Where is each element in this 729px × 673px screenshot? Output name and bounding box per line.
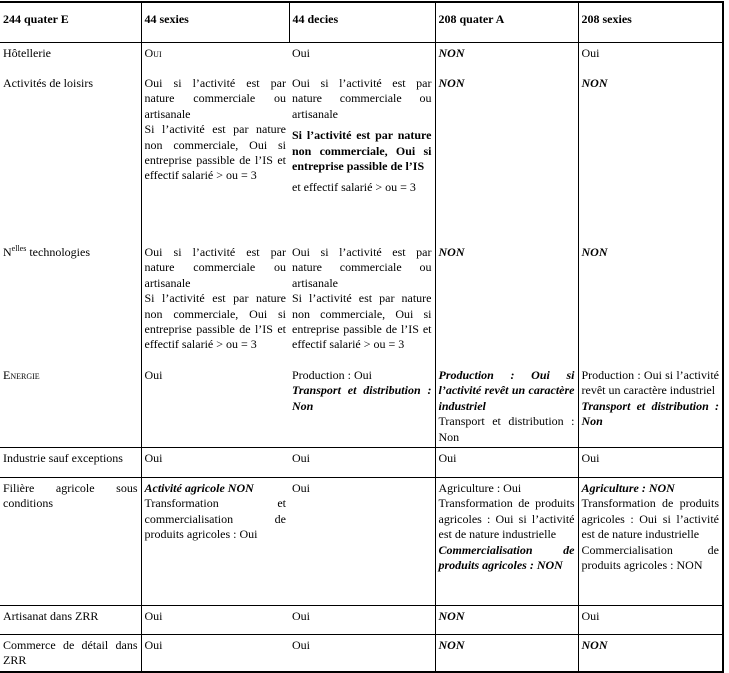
table-row — [0, 73, 723, 242]
cell-paragraph — [3, 245, 138, 260]
text-segment: technologies — [26, 245, 90, 259]
text-segment: Artisanat dans ZRR — [3, 609, 99, 624]
text-segment: Oui — [581, 609, 600, 624]
text-segment: NON — [581, 245, 608, 259]
text-segment: elles — [11, 244, 27, 253]
table-cell — [289, 43, 435, 74]
cell-paragraph — [439, 245, 575, 260]
cell-paragraph — [439, 76, 575, 91]
cell-paragraph — [145, 609, 287, 624]
table-cell — [141, 448, 289, 478]
table-cell — [289, 242, 435, 365]
cell-paragraph — [145, 638, 287, 653]
text-segment: NON — [438, 46, 465, 60]
table-row — [0, 365, 723, 448]
cell-paragraph — [439, 496, 575, 542]
row-label — [0, 365, 141, 448]
cell-paragraph — [145, 496, 287, 542]
table-cell — [289, 478, 435, 606]
row-label — [0, 606, 141, 635]
text-segment: Oui — [144, 609, 163, 624]
row-label — [0, 478, 141, 606]
text-segment: Oui si l’activité est par nature commerciale ou artisanale — [292, 76, 432, 121]
table-row — [0, 43, 723, 74]
text-segment: Oui si l’activité est par nature commerciale ou artisanale — [144, 76, 286, 121]
cell-paragraph — [292, 46, 432, 61]
text-segment: Oui si l’activité est par nature commerciale ou artisanale — [292, 245, 432, 290]
text-segment: Oui — [144, 46, 162, 60]
table-cell — [141, 73, 289, 242]
text-segment: Activités de loisirs — [3, 76, 93, 90]
table-cell — [141, 365, 289, 448]
text-segment: N — [3, 245, 12, 259]
cell-paragraph — [292, 638, 432, 653]
row-label — [0, 635, 141, 672]
text-segment: Transport et distribution : Non — [438, 414, 575, 444]
table-row — [0, 606, 723, 635]
cell-paragraph — [292, 451, 432, 466]
text-segment: Si l’activité est par nature non commerciale, Oui si entreprise passible de l’IS et effectif salarié > ou = 3 — [144, 291, 286, 352]
text-segment: Transport et distribution : Non — [292, 383, 432, 413]
text-segment: NON — [438, 638, 465, 653]
table-cell — [141, 43, 289, 74]
table-cell — [289, 448, 435, 478]
text-segment: Transformation de produits agricoles : Oui si l’activité est de nature industrielle — [438, 496, 575, 542]
cell-paragraph — [3, 451, 138, 466]
table-cell — [289, 73, 435, 242]
cell-paragraph — [582, 46, 720, 61]
table-cell — [141, 242, 289, 365]
cell-paragraph — [439, 414, 575, 445]
table-cell — [289, 635, 435, 672]
text-segment: Production : Oui si l’activité revêt un caractère industriel — [581, 368, 719, 398]
table-cell — [435, 73, 578, 242]
cell-paragraph — [292, 291, 432, 353]
cell-paragraph — [292, 609, 432, 624]
cell-paragraph — [292, 481, 432, 496]
cell-paragraph — [582, 399, 720, 430]
table-cell — [578, 365, 723, 448]
table-cell — [578, 242, 723, 365]
cell-paragraph — [582, 543, 720, 574]
cell-paragraph — [439, 638, 575, 653]
cell-paragraph — [439, 543, 575, 574]
text-segment: Si l’activité est par nature non commerciale, Oui si entreprise passible de l’IS — [292, 128, 432, 174]
header-44-sexies: 44 sexies — [141, 2, 289, 43]
cell-paragraph — [145, 122, 287, 184]
cell-paragraph — [582, 496, 720, 542]
text-segment: Commercialisation de produits agricoles : NON — [581, 542, 719, 573]
cell-paragraph — [439, 609, 575, 624]
text-segment: NON — [438, 245, 465, 259]
text-segment: Oui — [144, 451, 163, 466]
text-segment: Oui — [581, 451, 600, 466]
table-cell — [435, 606, 578, 635]
header-row — [0, 2, 723, 43]
table-cell — [141, 478, 289, 606]
row-label — [0, 448, 141, 478]
cell-paragraph — [145, 451, 287, 466]
text-segment: Industrie sauf exceptions — [3, 451, 123, 466]
cell-paragraph — [582, 451, 720, 466]
cell-paragraph — [582, 76, 720, 91]
text-segment: Agriculture : Oui — [438, 481, 522, 496]
cell-paragraph — [582, 638, 720, 653]
table-row — [0, 478, 723, 606]
cell-paragraph — [292, 383, 432, 414]
row-label — [0, 73, 141, 242]
text-segment: NON — [581, 76, 608, 90]
text-segment: Commercialisation de produits agricoles : NON — [438, 542, 575, 573]
row-label — [0, 242, 141, 365]
table-row — [0, 448, 723, 478]
text-segment: Filière agricole sous conditions — [3, 481, 138, 511]
text-segment: Transport et distribution : Non — [581, 398, 719, 429]
table-cell — [578, 73, 723, 242]
cell-paragraph — [439, 368, 575, 414]
table-cell — [435, 242, 578, 365]
cell-paragraph — [439, 481, 575, 496]
text-segment: Oui — [438, 451, 457, 466]
table-cell — [578, 606, 723, 635]
table-cell — [435, 43, 578, 74]
table-cell — [578, 478, 723, 606]
cell-paragraph — [292, 180, 432, 195]
text-segment: NON — [438, 76, 465, 90]
text-segment: Production : Oui — [292, 368, 372, 382]
table-cell — [289, 365, 435, 448]
text-segment: Oui si l’activité est par nature commerciale ou artisanale — [144, 245, 286, 290]
cell-paragraph — [439, 451, 575, 466]
cell-paragraph — [292, 245, 432, 291]
cell-paragraph — [145, 46, 287, 61]
cell-paragraph — [3, 46, 138, 61]
table-row — [0, 635, 723, 672]
cell-paragraph — [3, 481, 138, 512]
cell-paragraph — [292, 128, 432, 174]
text-segment: Commerce de détail dans ZRR — [3, 638, 138, 668]
header-244-quater-e: 244 quater E — [0, 2, 141, 43]
row-label — [0, 43, 141, 74]
table-cell — [435, 365, 578, 448]
header-208-quater-a: 208 quater A — [435, 2, 578, 43]
cell-paragraph — [145, 76, 287, 122]
cell-paragraph — [145, 245, 287, 291]
cell-paragraph — [582, 481, 720, 496]
table-cell — [578, 448, 723, 478]
text-segment: Transformation et commercialisation de produits agricoles : Oui — [144, 496, 286, 542]
text-segment: Hôtellerie — [3, 46, 51, 60]
table-cell — [578, 43, 723, 74]
cell-paragraph — [3, 368, 138, 383]
table-cell — [289, 606, 435, 635]
text-segment: NON — [581, 638, 608, 653]
text-segment: Oui — [292, 451, 310, 466]
text-segment: Oui — [144, 368, 163, 382]
text-segment: Oui — [144, 638, 163, 653]
cell-paragraph — [145, 481, 287, 496]
cell-paragraph — [439, 46, 575, 61]
table-cell — [141, 606, 289, 635]
table-cell — [141, 635, 289, 672]
cell-paragraph — [3, 638, 138, 669]
cell-paragraph — [292, 76, 432, 122]
text-segment: Production : Oui si l’activité revêt un caractère industriel — [438, 368, 575, 413]
text-segment: Oui — [292, 638, 310, 653]
cell-paragraph — [292, 368, 432, 383]
text-segment: Oui — [581, 46, 600, 60]
eligibility-table — [0, 1, 724, 673]
text-segment: Oui — [292, 609, 310, 624]
text-segment: Si l’activité est par nature non commerciale, Oui si entreprise passible de l’IS et effectif salarié > ou = 3 — [144, 122, 286, 183]
cell-paragraph — [3, 76, 138, 91]
text-segment: NON — [438, 609, 465, 624]
cell-paragraph — [582, 609, 720, 624]
text-segment: Transformation de produits agricoles : Oui si l’activité est de nature industrielle — [581, 496, 719, 542]
header-44-decies: 44 decies — [289, 2, 435, 43]
table-cell — [435, 635, 578, 672]
text-segment: Si l’activité est par nature non commerciale, Oui si entreprise passible de l’IS et effectif salarié > ou = 3 — [292, 291, 432, 352]
text-segment: Oui — [292, 481, 310, 496]
cell-paragraph — [3, 609, 138, 624]
cell-paragraph — [582, 245, 720, 260]
cell-paragraph — [145, 291, 287, 353]
text-segment: Energie — [3, 368, 40, 382]
text-segment: et effectif salarié > ou = 3 — [292, 180, 416, 195]
text-segment: Agriculture : NON — [581, 481, 675, 496]
text-segment: Oui — [292, 46, 310, 60]
table-cell — [435, 448, 578, 478]
text-segment: Activité agricole NON — [144, 481, 254, 496]
cell-paragraph — [582, 368, 720, 399]
table-row — [0, 242, 723, 365]
table-cell — [578, 635, 723, 672]
header-208-sexies: 208 sexies — [578, 2, 723, 43]
cell-paragraph — [145, 368, 287, 383]
table-cell — [435, 478, 578, 606]
